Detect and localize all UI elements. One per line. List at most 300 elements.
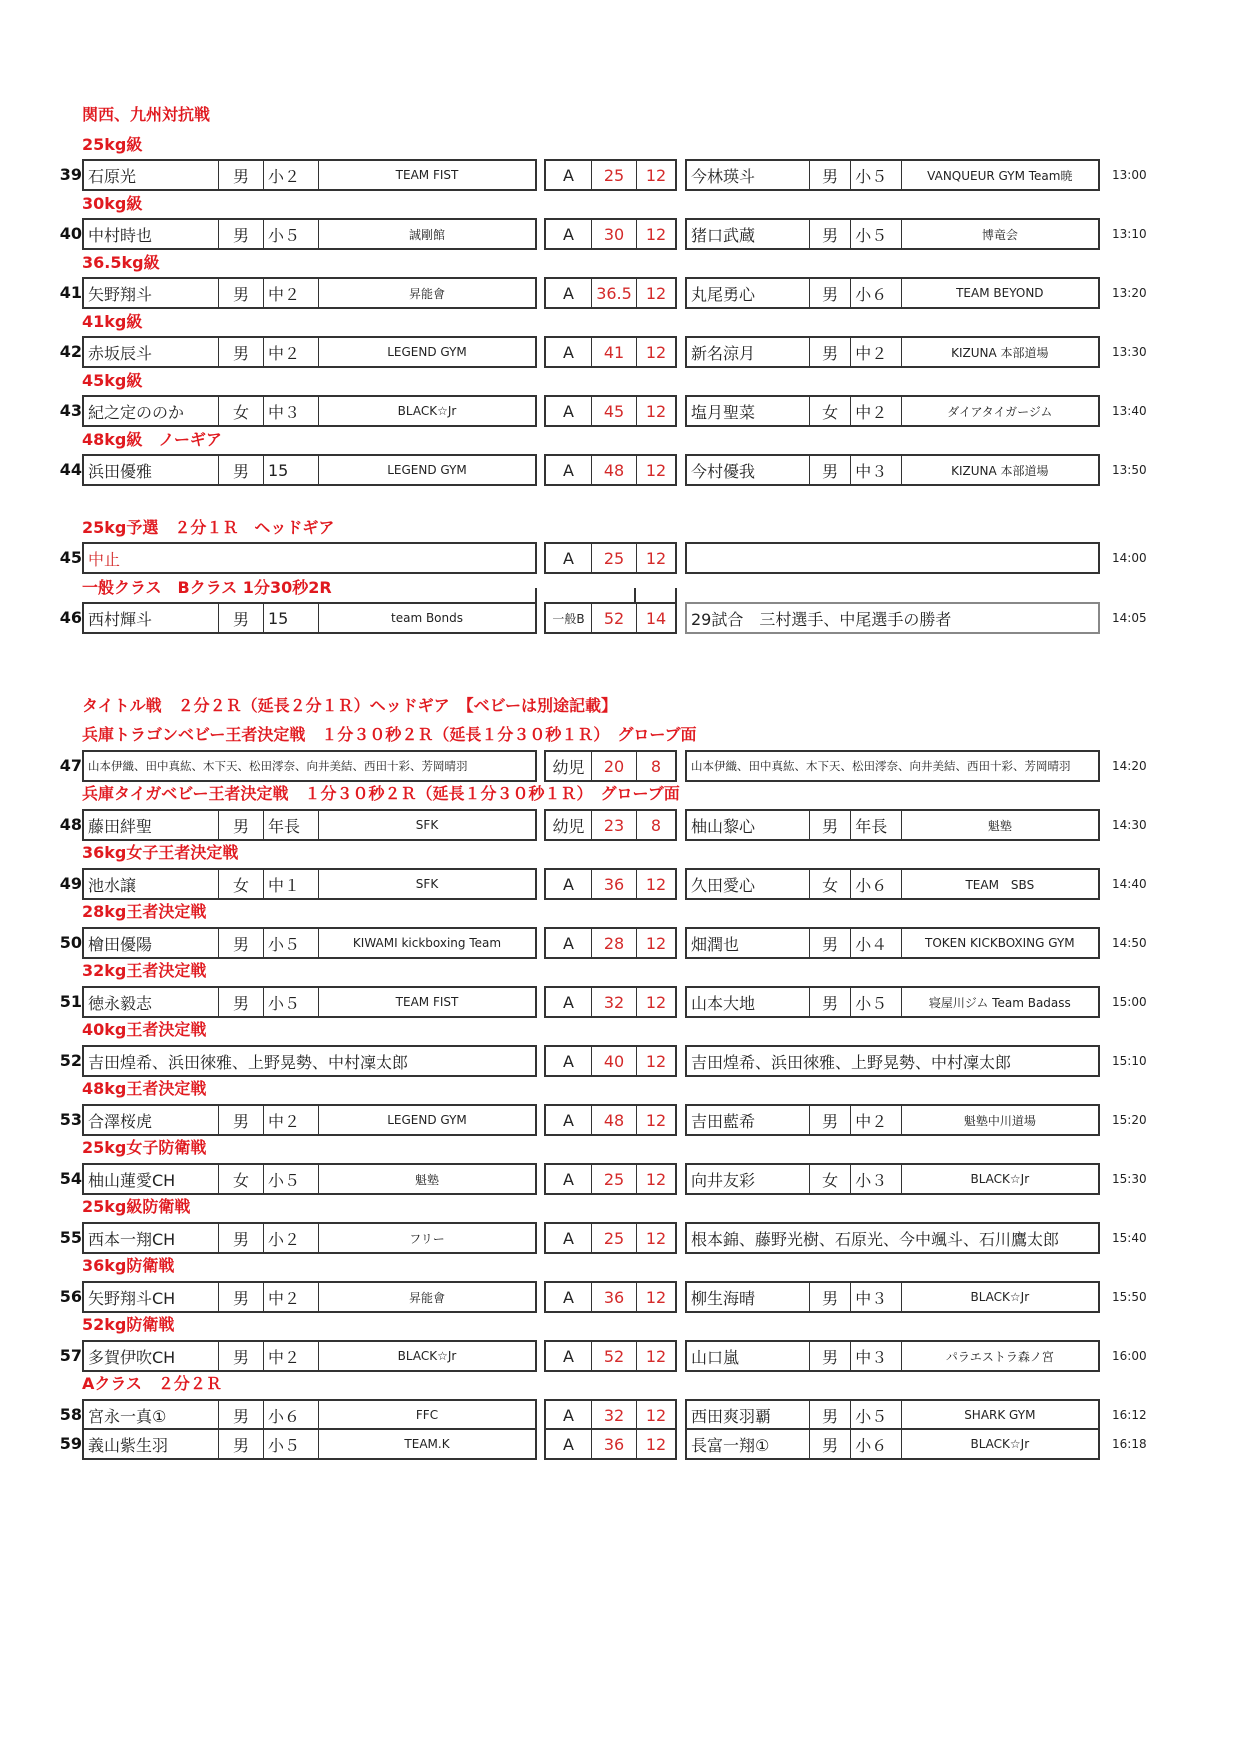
- match-class: A: [563, 933, 574, 953]
- fighter-name: 西本一翔CH: [88, 1229, 176, 1249]
- match-weight: 40: [591, 1047, 636, 1075]
- match-age-limit: 12: [636, 1224, 675, 1252]
- match-rules-box: [544, 159, 677, 191]
- fighter-grade: 中１: [263, 870, 318, 898]
- fighter-sex: 男: [809, 456, 850, 484]
- fighter-names: 中止: [88, 549, 121, 569]
- match-weight: 36.5: [591, 279, 636, 307]
- title-match-heading: 25kg女子防衛戦: [82, 1138, 207, 1157]
- fighter-name: 徳永毅志: [88, 993, 153, 1013]
- match-number: 52: [59, 1051, 82, 1070]
- match-age-limit: 12: [636, 456, 675, 484]
- title-match-heading: 36kg女子王者決定戦: [82, 843, 239, 862]
- fighter-gym: BLACK☆Jr: [901, 1283, 1098, 1311]
- match-rules-box: [544, 868, 677, 900]
- fighter-grade: 年長: [263, 811, 318, 839]
- fighter-sex: 男: [218, 279, 263, 307]
- right-fighter-box: [685, 1222, 1100, 1254]
- fighter-gym: LEGEND GYM: [318, 1106, 535, 1134]
- match-rules-box: [544, 1428, 677, 1460]
- fighter-sex: 男: [809, 161, 850, 189]
- fighter-sex: 男: [809, 811, 850, 839]
- fighter-sex: 男: [218, 338, 263, 366]
- title-match-heading: 兵庫トラゴンベビー王者決定戦 １分３０秒２Ｒ（延長１分３０秒１Ｒ） グローブ面: [82, 725, 697, 744]
- fighter-gym: TEAM BEYOND: [901, 279, 1098, 307]
- match-class: A: [563, 1228, 574, 1248]
- weight-class-heading: 48kg級 ノーギア: [82, 430, 222, 449]
- right-fighter-box: [685, 454, 1100, 486]
- title-match-heading: 28kg王者決定戦: [82, 902, 207, 921]
- fighter-grade: 中２: [263, 1283, 318, 1311]
- left-fighter-box: [82, 218, 537, 250]
- match-time: 15:40: [1112, 1231, 1147, 1245]
- match-age-limit: 8: [636, 811, 675, 839]
- fighter-sex: 男: [809, 1401, 850, 1429]
- match-time: 14:00: [1112, 551, 1147, 565]
- left-fighter-box: [82, 159, 537, 191]
- match-age-limit: 12: [636, 279, 675, 307]
- match-age-limit: 12: [636, 1342, 675, 1370]
- left-fighter-box: [82, 277, 537, 309]
- match-rules-box: [544, 218, 677, 250]
- match-age-limit: 12: [636, 1430, 675, 1458]
- fighter-sex: 男: [809, 1283, 850, 1311]
- match-age-limit: 12: [636, 397, 675, 425]
- fighter-grade: 15: [263, 456, 318, 484]
- left-fighter-box: [82, 454, 537, 486]
- match-weight: 25: [591, 1165, 636, 1193]
- fighter-name: 柚山蓮愛CH: [88, 1170, 176, 1190]
- match-class: A: [563, 1287, 574, 1307]
- fighter-name: 矢野翔斗CH: [88, 1288, 176, 1308]
- fighter-grade: 小６: [850, 870, 900, 898]
- fighter-sex: 男: [218, 1283, 263, 1311]
- match-class: A: [563, 165, 574, 185]
- match-weight: 25: [591, 1224, 636, 1252]
- match-time: 14:50: [1112, 936, 1147, 950]
- fighter-sex: 女: [218, 1165, 263, 1193]
- fighter-gym: 魁塾: [318, 1165, 535, 1193]
- fighter-name: 山本大地: [691, 993, 756, 1013]
- match-class: A: [563, 1051, 574, 1071]
- fighter-gym: TEAM FIST: [318, 161, 535, 189]
- fighter-name: 義山紫生羽: [88, 1435, 169, 1455]
- fighter-gym: BLACK☆Jr: [318, 397, 535, 425]
- fighter-name: 檜田優陽: [88, 934, 153, 954]
- fighter-gym: TEAM.K: [318, 1430, 535, 1458]
- fighter-name: 西田爽羽覇: [691, 1406, 772, 1426]
- fighter-name: 浜田優雅: [88, 461, 153, 481]
- match-time: 13:10: [1112, 227, 1147, 241]
- match-weight: 25: [591, 161, 636, 189]
- match-number: 56: [59, 1287, 82, 1306]
- match-number: 47: [59, 756, 82, 775]
- fighter-name: 長富一翔①: [691, 1435, 770, 1455]
- right-fighter-box: [685, 927, 1100, 959]
- fighter-grade: 中２: [263, 1106, 318, 1134]
- fighter-gym: FFC: [318, 1401, 535, 1429]
- fighter-name: 紀之定ののか: [88, 402, 185, 422]
- match-class: A: [563, 548, 574, 568]
- left-fighter-box: [82, 1163, 537, 1195]
- fighter-gym: TOKEN KICKBOXING GYM: [901, 929, 1098, 957]
- right-fighter-box: [685, 395, 1100, 427]
- match-time: 13:50: [1112, 463, 1147, 477]
- fighter-grade: 小５: [263, 1165, 318, 1193]
- match-time: 16:18: [1112, 1437, 1147, 1451]
- match-class: 幼児: [552, 757, 585, 777]
- title-match-heading: 40kg王者決定戦: [82, 1020, 207, 1039]
- match-time: 15:50: [1112, 1290, 1147, 1304]
- fighter-gym: LEGEND GYM: [318, 456, 535, 484]
- match-age-limit: 12: [636, 988, 675, 1016]
- match-number: 40: [59, 224, 82, 243]
- title-match-heading: 兵庫タイガベビー王者決定戦 １分３０秒２Ｒ（延長１分３０秒１Ｒ） グローブ面: [82, 784, 680, 803]
- fighter-sex: 男: [218, 1224, 263, 1252]
- left-fighter-box: [82, 986, 537, 1018]
- fighter-grade: 中２: [263, 338, 318, 366]
- match-rules-box: [544, 1045, 677, 1077]
- match-age-limit: 14: [636, 604, 675, 632]
- match-rules-box: [544, 395, 677, 427]
- match-time: 15:20: [1112, 1113, 1147, 1127]
- match-time: 14:05: [1112, 611, 1147, 625]
- fighter-sex: 男: [218, 161, 263, 189]
- weight-class-heading: 25kg予選 ２分１Ｒ ヘッドギア: [82, 518, 335, 537]
- fighter-names: 山本伊織、田中真紘、木下天、松田澪奈、向井美結、西田十彩、芳岡晴羽: [691, 759, 1071, 773]
- class-heading: 一般クラス Bクラス 1分30秒2R: [82, 578, 332, 597]
- fighter-names: 29試合 三村選手、中尾選手の勝者: [691, 609, 952, 629]
- left-fighter-box: [82, 750, 537, 782]
- fighter-gym: team Bonds: [318, 604, 535, 632]
- left-fighter-box: [82, 542, 537, 574]
- fighter-grade: 中２: [263, 1342, 318, 1370]
- match-number: 45: [59, 548, 82, 567]
- match-weight: 20: [591, 752, 636, 780]
- fighter-gym: 魁塾: [901, 811, 1098, 839]
- fighter-gym: SHARK GYM: [901, 1401, 1098, 1429]
- match-number: 44: [59, 460, 82, 479]
- weight-class-heading: 30kg級: [82, 194, 143, 213]
- match-number: 41: [59, 283, 82, 302]
- match-age-limit: 12: [636, 1165, 675, 1193]
- match-weight: 41: [591, 338, 636, 366]
- fighter-gym: 魁塾中川道場: [901, 1106, 1098, 1134]
- fighter-gym: LEGEND GYM: [318, 338, 535, 366]
- match-time: 15:30: [1112, 1172, 1147, 1186]
- fighter-grade: 中２: [850, 397, 900, 425]
- match-number: 48: [59, 815, 82, 834]
- fighter-sex: 男: [218, 811, 263, 839]
- match-rules-box: [544, 809, 677, 841]
- fighter-gym: 誠剛館: [318, 220, 535, 248]
- match-age-limit: 12: [636, 161, 675, 189]
- fighter-grade: 15: [263, 604, 318, 632]
- match-rules-box: [544, 986, 677, 1018]
- weight-class-heading: 45kg級: [82, 371, 143, 390]
- fighter-name: 宮永一真①: [88, 1406, 167, 1426]
- match-age-limit: 12: [636, 929, 675, 957]
- right-fighter-box: [685, 1340, 1100, 1372]
- fighter-gym: KIZUNA 本部道場: [901, 338, 1098, 366]
- fighter-sex: 男: [218, 929, 263, 957]
- fighter-name: 柚山黎心: [691, 816, 756, 836]
- fighter-sex: 男: [218, 1430, 263, 1458]
- fighter-gym: ダイアタイガージム: [901, 397, 1098, 425]
- match-number: 55: [59, 1228, 82, 1247]
- match-time: 13:30: [1112, 345, 1147, 359]
- fighter-grade: 小２: [263, 1224, 318, 1252]
- title-match-heading: 52kg防衛戦: [82, 1315, 175, 1334]
- fighter-grade: 小６: [263, 1401, 318, 1429]
- match-weight: 45: [591, 397, 636, 425]
- match-age-limit: 12: [636, 544, 675, 572]
- match-class: A: [563, 224, 574, 244]
- fighter-name: 藤田絆聖: [88, 816, 153, 836]
- fighter-sex: 男: [809, 1342, 850, 1370]
- fighter-gym: 昇能會: [318, 1283, 535, 1311]
- match-age-limit: 12: [636, 1047, 675, 1075]
- match-rules-box: [544, 336, 677, 368]
- fighter-grade: 小５: [850, 1401, 900, 1429]
- match-rules-box: [544, 542, 677, 574]
- right-fighter-box: [685, 218, 1100, 250]
- left-fighter-box: [82, 1222, 537, 1254]
- match-weight: 36: [591, 1430, 636, 1458]
- title-match-heading: 25kg級防衛戦: [82, 1197, 191, 1216]
- match-number: 54: [59, 1169, 82, 1188]
- left-fighter-box: [82, 1399, 537, 1431]
- left-fighter-box: [82, 927, 537, 959]
- fighter-grade: 中２: [850, 338, 900, 366]
- fighter-sex: 男: [218, 1106, 263, 1134]
- fighter-sex: 女: [809, 1165, 850, 1193]
- match-weight: 36: [591, 870, 636, 898]
- match-weight: 23: [591, 811, 636, 839]
- match-number: 57: [59, 1346, 82, 1365]
- fighter-grade: 中３: [850, 456, 900, 484]
- fighter-grade: 中３: [850, 1342, 900, 1370]
- match-age-limit: 12: [636, 1401, 675, 1429]
- fighter-name: 合澤桜虎: [88, 1111, 153, 1131]
- fighter-sex: 女: [218, 397, 263, 425]
- match-time: 13:40: [1112, 404, 1147, 418]
- match-number: 59: [59, 1434, 82, 1453]
- left-fighter-box: [82, 809, 537, 841]
- fighter-name: 新名涼月: [691, 343, 756, 363]
- fighter-grade: 中３: [263, 397, 318, 425]
- fighter-gym: BLACK☆Jr: [318, 1342, 535, 1370]
- fighter-name: 塩月聖菜: [691, 402, 756, 422]
- match-age-limit: 12: [636, 870, 675, 898]
- match-class: A: [563, 401, 574, 421]
- match-age-limit: 12: [636, 1106, 675, 1134]
- fighter-grade: 中２: [850, 1106, 900, 1134]
- match-class: 一般B: [552, 611, 585, 626]
- fighter-sex: 男: [809, 1106, 850, 1134]
- fighter-gym: KIZUNA 本部道場: [901, 456, 1098, 484]
- section-heading: タイトル戦 ２分２Ｒ（延長２分１Ｒ）ヘッドギア 【ベビーは別途記載】: [82, 696, 618, 715]
- fighter-gym: 博竜会: [901, 220, 1098, 248]
- fighter-sex: 男: [218, 456, 263, 484]
- match-number: 46: [59, 608, 82, 627]
- match-age-limit: 12: [636, 1283, 675, 1311]
- match-class: A: [563, 342, 574, 362]
- right-fighter-box: [685, 1281, 1100, 1313]
- title-match-heading: 32kg王者決定戦: [82, 961, 207, 980]
- fighter-grade: 小３: [850, 1165, 900, 1193]
- fighter-sex: 男: [809, 338, 850, 366]
- right-fighter-box: [685, 336, 1100, 368]
- fighter-sex: 男: [809, 988, 850, 1016]
- fighter-gym: KIWAMI kickboxing Team: [318, 929, 535, 957]
- match-class: A: [563, 283, 574, 303]
- match-rules-box: [544, 1281, 677, 1313]
- match-class: 幼児: [552, 816, 585, 836]
- left-fighter-box: [82, 1428, 537, 1460]
- left-fighter-box: [82, 1104, 537, 1136]
- fighter-gym: SFK: [318, 870, 535, 898]
- match-number: 53: [59, 1110, 82, 1129]
- match-time: 13:00: [1112, 168, 1147, 182]
- left-fighter-box: [82, 336, 537, 368]
- match-rules-box: [544, 1399, 677, 1431]
- match-number: 50: [59, 933, 82, 952]
- fighter-grade: 年長: [850, 811, 900, 839]
- fighter-sex: 男: [218, 1401, 263, 1429]
- fighter-grade: 小５: [263, 988, 318, 1016]
- match-number: 51: [59, 992, 82, 1011]
- fighter-gym: 昇能會: [318, 279, 535, 307]
- fighter-grade: 小５: [850, 988, 900, 1016]
- left-fighter-box: [82, 1045, 537, 1077]
- fighter-name: 久田愛心: [691, 875, 756, 895]
- left-fighter-box: [82, 602, 537, 634]
- match-rules-box: [544, 1104, 677, 1136]
- fighter-name: 多賀伊吹CH: [88, 1347, 176, 1367]
- right-fighter-box: [685, 542, 1100, 574]
- fighter-sex: 女: [809, 397, 850, 425]
- match-class: A: [563, 992, 574, 1012]
- match-number: 43: [59, 401, 82, 420]
- match-weight: 52: [591, 604, 636, 632]
- fighter-gym: BLACK☆Jr: [901, 1165, 1098, 1193]
- match-time: 15:00: [1112, 995, 1147, 1009]
- fighter-sex: 男: [809, 929, 850, 957]
- match-class: A: [563, 1169, 574, 1189]
- match-weight: 48: [591, 456, 636, 484]
- left-fighter-box: [82, 395, 537, 427]
- match-class: A: [563, 1346, 574, 1366]
- match-weight: 36: [591, 1283, 636, 1311]
- match-rules-box: [544, 454, 677, 486]
- match-time: 15:10: [1112, 1054, 1147, 1068]
- match-rules-box: [544, 927, 677, 959]
- fighter-name: 吉田藍希: [691, 1111, 756, 1131]
- fighter-name: 今村優我: [691, 461, 756, 481]
- match-weight: 25: [591, 544, 636, 572]
- match-rules-box: [544, 750, 677, 782]
- match-rules-box: [544, 1340, 677, 1372]
- right-fighter-box: [685, 986, 1100, 1018]
- class-heading: Aクラス ２分２Ｒ: [82, 1374, 222, 1393]
- fighter-name: 中村時也: [88, 225, 153, 245]
- right-fighter-box: [685, 1163, 1100, 1195]
- fighter-name: 今林瑛斗: [691, 166, 756, 186]
- match-weight: 30: [591, 220, 636, 248]
- fighter-name: 西村輝斗: [88, 609, 153, 629]
- fighter-gym: 寝屋川ジム Team Badass: [901, 988, 1098, 1016]
- title-match-heading: 48kg王者決定戦: [82, 1079, 207, 1098]
- match-weight: 32: [591, 1401, 636, 1429]
- left-fighter-box: [82, 868, 537, 900]
- right-fighter-box: [685, 1104, 1100, 1136]
- fighter-grade: 小５: [263, 220, 318, 248]
- fighter-name: 柳生海晴: [691, 1288, 756, 1308]
- match-weight: 48: [591, 1106, 636, 1134]
- right-fighter-box: [685, 1045, 1100, 1077]
- fighter-gym: TEAM SBS: [901, 870, 1098, 898]
- fighter-grade: 小２: [263, 161, 318, 189]
- match-number: 39: [59, 165, 82, 184]
- fighter-sex: 男: [809, 1430, 850, 1458]
- match-rules-box: [544, 602, 677, 634]
- match-class: A: [563, 1405, 574, 1425]
- fighter-sex: 男: [218, 220, 263, 248]
- fighter-name: 畑潤也: [691, 934, 740, 954]
- match-age-limit: 12: [636, 220, 675, 248]
- right-fighter-box: [685, 277, 1100, 309]
- match-number: 42: [59, 342, 82, 361]
- right-fighter-box: [685, 1428, 1100, 1460]
- match-rules-box: [544, 1222, 677, 1254]
- fighter-name: 赤坂辰斗: [88, 343, 153, 363]
- fighter-grade: 小５: [850, 220, 900, 248]
- fighter-names: 根本錦、藤野光樹、石原光、今中颯斗、石川鷹太郎: [691, 1229, 1060, 1249]
- right-fighter-box: [685, 602, 1100, 634]
- fighter-gym: パラエストラ森ノ宮: [901, 1342, 1098, 1370]
- fighter-gym: TEAM FIST: [318, 988, 535, 1016]
- fighter-grade: 小５: [263, 1430, 318, 1458]
- fighter-name: 石原光: [88, 166, 137, 186]
- match-class: A: [563, 1434, 574, 1454]
- fighter-names: 吉田煌希、浜田徠雅、上野晃勢、中村凜太郎: [691, 1052, 1012, 1072]
- right-fighter-box: [685, 1399, 1100, 1431]
- match-age-limit: 12: [636, 338, 675, 366]
- match-time: 14:30: [1112, 818, 1147, 832]
- right-fighter-box: [685, 750, 1100, 782]
- fighter-gym: BLACK☆Jr: [901, 1430, 1098, 1458]
- match-class: A: [563, 874, 574, 894]
- fighter-gym: VANQUEUR GYM Team暁: [901, 161, 1098, 189]
- fighter-name: 山口嵐: [691, 1347, 740, 1367]
- match-rules-box: [544, 277, 677, 309]
- match-number: 49: [59, 874, 82, 893]
- fighter-names: [687, 544, 1098, 572]
- fighter-names: 吉田煌希、浜田徠雅、上野晃勢、中村凜太郎: [88, 1052, 409, 1072]
- fighter-name: 池水譲: [88, 875, 137, 895]
- fighter-grade: 中２: [263, 279, 318, 307]
- right-fighter-box: [685, 809, 1100, 841]
- weight-class-heading: 41kg級: [82, 312, 143, 331]
- title-match-heading: 36kg防衛戦: [82, 1256, 175, 1275]
- weight-class-heading: 25kg級: [82, 135, 143, 154]
- match-weight: 32: [591, 988, 636, 1016]
- match-number: 58: [59, 1405, 82, 1424]
- fighter-grade: 小６: [850, 1430, 900, 1458]
- weight-class-heading: 36.5kg級: [82, 253, 160, 272]
- left-fighter-box: [82, 1340, 537, 1372]
